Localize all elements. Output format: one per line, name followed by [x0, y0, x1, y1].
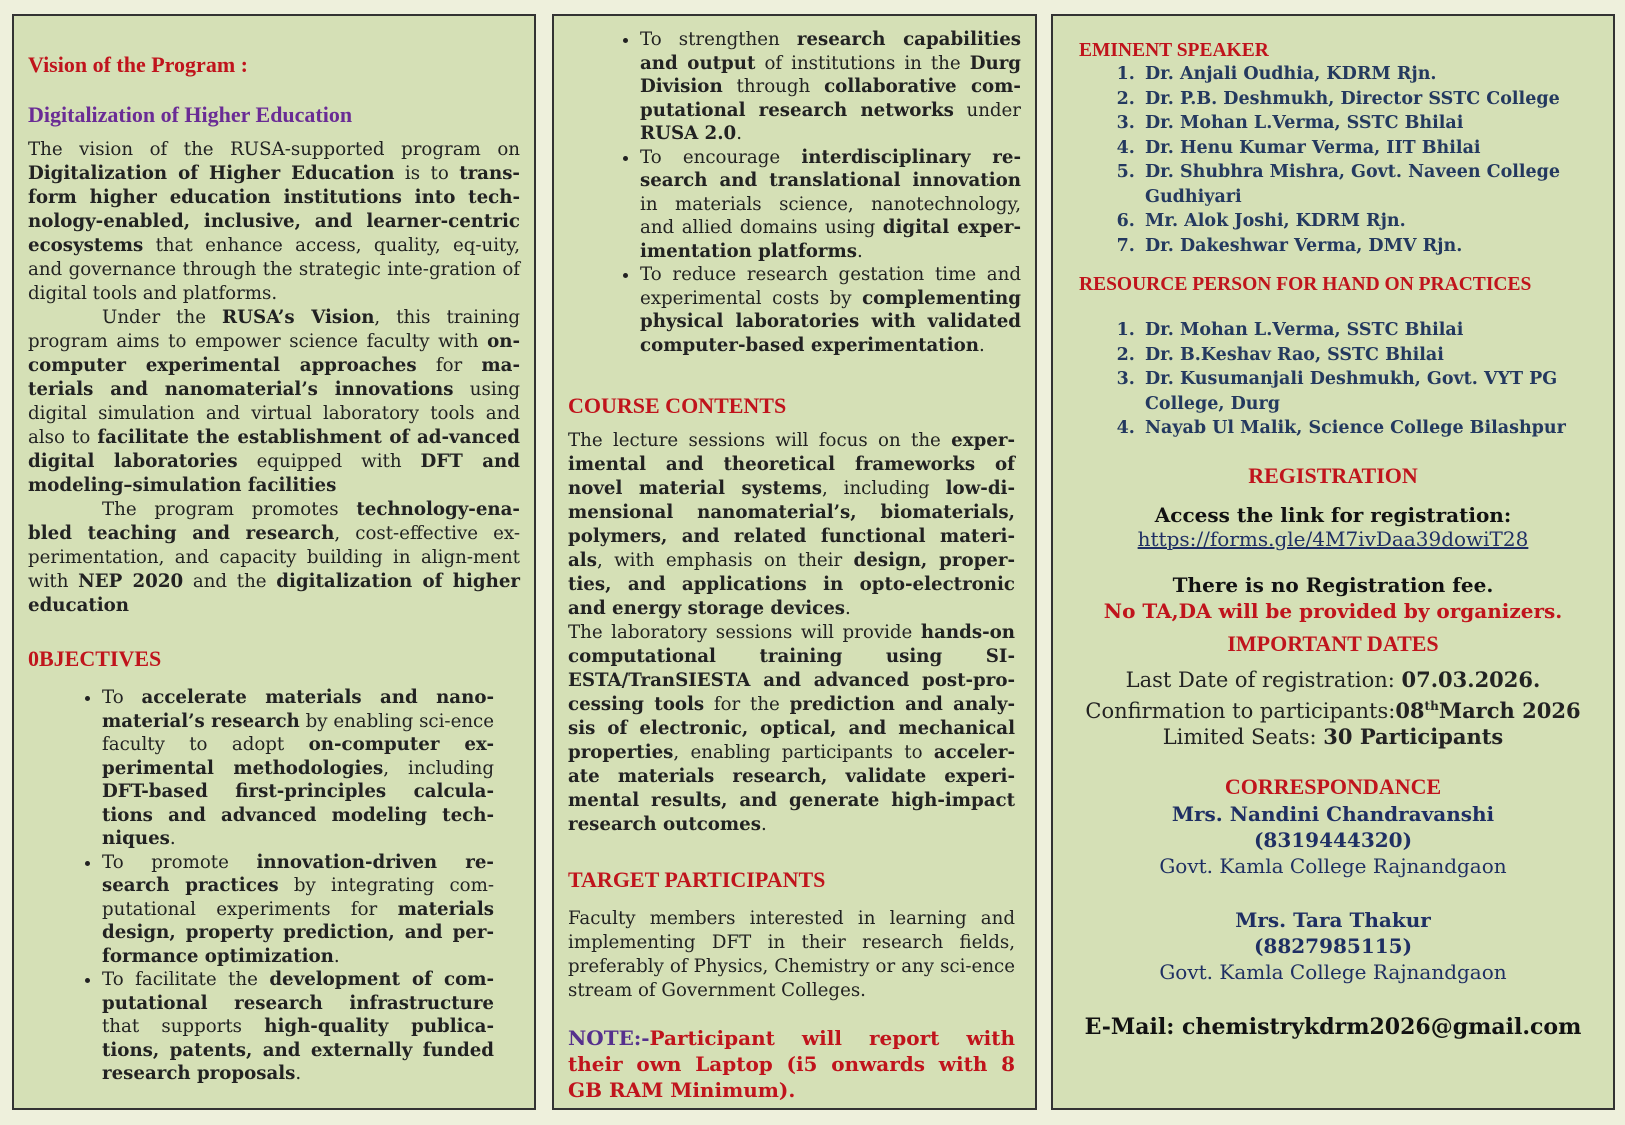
bold-text: ma-terials and nanomaterial’s innovations — [28, 355, 520, 400]
vision-paragraph-3 — [28, 498, 520, 618]
bold-text: digital exper-imentation platforms — [640, 217, 1022, 262]
contact-2-phone: (8827985115) — [1253, 933, 1413, 958]
course-contents-heading: COURSE CONTENTS — [568, 393, 787, 418]
eminent-speaker-heading: EMINENT SPEAKER — [1079, 40, 1269, 61]
objective-item — [640, 146, 1021, 264]
last-date-label: Last Date of registration: — [1125, 667, 1402, 692]
bold-text: Durg Division — [640, 52, 1021, 97]
text-run: Under the — [102, 307, 222, 328]
course-paragraph-1 — [568, 429, 1021, 621]
registration-link[interactable]: https://forms.gle/4M7ivDaa39dowiT28 — [1137, 526, 1529, 551]
person-item: 2. Dr. B.Keshav Rao, SSTC Bhilai — [1141, 343, 1599, 368]
text-run: . — [856, 240, 863, 262]
no-fee-text: There is no Registration fee. — [1172, 572, 1494, 597]
objective-item — [102, 968, 494, 1086]
text-run: using digital simulation and virtual laboratory tools and also to — [28, 379, 520, 448]
text-run: for the — [704, 694, 790, 715]
text-run: under — [953, 99, 1022, 121]
person-item: 4. Dr. Henu Kumar Verma, IIT Bhilai — [1141, 136, 1599, 161]
correspondance-heading: CORRESPONDANCE — [1224, 773, 1442, 799]
bold-text: low-di-mensional nanomaterial’s, biomaterials, polymers, and related functional materi-als — [568, 478, 1015, 571]
vision-heading: Vision of the Program : — [28, 52, 248, 77]
text-run: that enhance access, quality, eq-uity, and governance through the strategic inte-gration of digital tools and platforms. — [28, 235, 520, 304]
text-run: , including — [383, 757, 494, 779]
objective-item — [640, 28, 1021, 146]
bold-text: DFT and modeling–simulation facilities — [28, 451, 520, 496]
bold-text: development of com-putational research infrastructure — [102, 969, 494, 1014]
text-run: in materials science, nanotechnology, and allied domains using — [640, 193, 1021, 238]
text-run: is to — [394, 163, 460, 184]
resource-person-list — [1067, 318, 1599, 441]
seats-line — [1067, 724, 1599, 750]
text-run: The lecture sessions will focus on the — [568, 430, 952, 451]
bold-text: research capabilities and output — [640, 29, 1022, 74]
course-panel — [552, 14, 1037, 1110]
access-link-text: Access the link for registration: — [1154, 502, 1512, 527]
info-panel — [1051, 14, 1615, 1110]
objectives-continued-list — [568, 28, 1021, 357]
text-run: To encourage — [640, 146, 802, 168]
confirmation-day: 08 — [1395, 697, 1425, 723]
vision-paragraph-1 — [28, 138, 520, 306]
bold-text: RUSA’s Vision — [222, 307, 375, 328]
seats-value: 30 Participants — [1323, 723, 1504, 749]
person-item: 3. Dr. Kusumanjali Deshmukh, Govt. VYT PG College, Durg — [1141, 367, 1599, 416]
contact-2-name: Mrs. Tara Thakur — [1235, 907, 1431, 932]
person-item: 1. Dr. Anjali Oudhia, KDRM Rjn. — [1141, 62, 1599, 87]
text-run: To strengthen — [640, 29, 797, 50]
text-run: . — [978, 334, 985, 356]
note-text: Participant will report with their own Laptop (i5 onwards with 8 GB RAM Minimum). — [568, 1026, 1015, 1102]
registration-section — [1067, 463, 1599, 1040]
laptop-note — [568, 1025, 1021, 1103]
note-label: NOTE:- — [568, 1026, 650, 1050]
important-dates-heading: IMPORTANT DATES — [1227, 630, 1439, 656]
text-run: . — [333, 945, 340, 967]
confirmation-line — [1067, 693, 1599, 724]
text-run: that supports — [102, 1016, 265, 1037]
bold-text: interdisciplinary re-search and translational innovation — [640, 146, 1022, 191]
bold-text: hands-on computational training using SI-ESTA/TranSIESTA and advanced post-pro-cessing tools — [568, 622, 1015, 715]
text-run: . — [845, 598, 851, 619]
bold-text: trans-form higher education institutions into tech-nology-enabled, inclusive, and learner-centric ecosystems — [28, 163, 520, 256]
seats-label: Limited Seats: — [1162, 724, 1324, 749]
bold-text: digitalization of higher education — [28, 571, 520, 616]
text-run: , enabling participants to — [673, 742, 934, 763]
bold-text: DFT-based first-principles calcula-tions and advanced modeling tech-niques — [102, 781, 494, 849]
registration-heading: REGISTRATION — [1248, 462, 1418, 488]
bold-text: accelerate materials and nano-material’s research — [102, 687, 494, 732]
confirmation-month: March 2026 — [1438, 697, 1581, 723]
person-item: 3. Dr. Mohan L.Verma, SSTC Bhilai — [1141, 111, 1599, 136]
last-date-line — [1067, 667, 1599, 693]
objective-item — [102, 686, 494, 851]
text-run: To reduce research gestation time and experimental costs by — [640, 264, 1021, 309]
bold-text: complementing physical laboratories with validated computer-based experimentation — [640, 287, 1021, 356]
bold-text: collaborative com-putational research networks — [640, 76, 1021, 121]
bold-text: on-computer ex-perimental methodologies — [102, 734, 494, 779]
text-run: for — [416, 355, 482, 376]
text-run: The program promotes — [102, 499, 357, 520]
text-run: of institutions in the — [755, 52, 970, 74]
bold-text: materials design, property prediction, and per-formance optimization — [102, 898, 494, 967]
objectives-heading: 0BJECTIVES — [28, 646, 162, 671]
speaker-list — [1067, 62, 1599, 258]
bold-text: NEP 2020 — [78, 571, 184, 592]
bold-text: design, proper-ties, and applications in opto-electronic and energy storage devices — [568, 550, 1016, 619]
last-date-value: 07.03.2026. — [1401, 666, 1541, 692]
objectives-list — [28, 686, 520, 1086]
bold-text: prediction and analy-sis of electronic, optical, and mechanical properties — [568, 694, 1015, 763]
text-run: , cost-effective ex-perimentation, and capacity building in align-ment with — [28, 523, 520, 592]
bold-text: high-quality publica-tions, patents, and externally funded research proposals — [102, 1016, 494, 1084]
resource-person-heading: RESOURCE PERSON FOR HAND ON PRACTICES — [1079, 274, 1532, 295]
text-run: , with emphasis on their — [596, 550, 854, 571]
bold-text: facilitate the establishment of ad-vanced digital laboratories — [28, 427, 520, 472]
bold-text: Digitalization of Higher Education — [28, 163, 395, 184]
text-run: , this training program aims to empower science faculty with — [28, 307, 520, 352]
text-run: by enabling sci-ence faculty to adopt — [102, 710, 495, 755]
text-run: To — [102, 687, 142, 708]
bold-text: technology-ena-bled teaching and research — [28, 499, 520, 544]
email-line — [1067, 1014, 1599, 1040]
confirmation-suffix: th — [1424, 698, 1439, 713]
objective-item — [102, 851, 494, 969]
bold-text: acceler-ate materials research, validate experi-mental results, and generate high-impact research outcomes — [568, 742, 1015, 835]
text-run: equipped with — [237, 451, 421, 472]
text-run: The laboratory sessions will provide — [568, 622, 921, 643]
person-item: 1. Dr. Mohan L.Verma, SSTC Bhilai — [1141, 318, 1599, 343]
text-run: The vision of the RUSA-supported program on — [28, 139, 520, 160]
text-run: . — [295, 1063, 302, 1084]
objective-item — [640, 263, 1021, 357]
contact-1-phone: (8319444320) — [1253, 827, 1413, 852]
bold-text: innovation-driven re-search practices — [102, 851, 494, 896]
bold-text: exper-imental and theoretical frameworks of novel material systems — [568, 430, 1015, 499]
bold-text: on-computer experimental approaches — [28, 331, 520, 376]
text-run: . — [760, 814, 767, 835]
text-run: To facilitate the — [102, 969, 270, 990]
confirmation-label: Confirmation to participants: — [1085, 698, 1396, 723]
bold-text: RUSA 2.0 — [640, 123, 737, 144]
text-run: through — [722, 76, 825, 97]
contact-1-name: Mrs. Nandini Chandravanshi — [1171, 801, 1495, 826]
text-run: . — [169, 828, 176, 849]
person-item: 4. Nayab Ul Malik, Science College Bilashpur — [1141, 416, 1599, 441]
target-participants-text: Faculty members interested in learning and implementing DFT in their research fields, preferably of Physics, Chemistry or any sci-ence stream of Government Colleges. — [568, 908, 1015, 1001]
text-run: To promote — [102, 851, 257, 873]
text-run: by integrating com-putational experiments for — [102, 875, 494, 920]
text-run: . — [736, 123, 742, 144]
text-run: , including — [821, 478, 946, 499]
no-tada-text: No TA,DA will be provided by organizers. — [1103, 598, 1563, 623]
person-item: 7. Dr. Dakeshwar Verma, DMV Rjn. — [1141, 234, 1599, 259]
course-paragraph-2 — [568, 621, 1021, 837]
contact-1-college: Govt. Kamla College Rajnandgaon — [1159, 853, 1507, 878]
contact-2-college: Govt. Kamla College Rajnandgaon — [1159, 959, 1507, 984]
text-run: and the — [183, 571, 277, 592]
person-item: 2. Dr. P.B. Deshmukh, Director SSTC College — [1141, 87, 1599, 112]
person-item: 5. Dr. Shubhra Mishra, Govt. Naveen College Gudhiyari — [1141, 160, 1599, 209]
email-address[interactable]: chemistrykdrm2026@gmail.com — [1182, 1013, 1582, 1040]
person-item: 6. Mr. Alok Joshi, KDRM Rjn. — [1141, 209, 1599, 234]
digitalization-heading: Digitalization of Higher Education — [28, 102, 353, 127]
email-label: E-Mail: — [1084, 1013, 1183, 1040]
vision-panel — [12, 14, 536, 1110]
target-participants-heading: TARGET PARTICIPANTS — [568, 867, 826, 892]
vision-paragraph-2 — [28, 306, 520, 498]
